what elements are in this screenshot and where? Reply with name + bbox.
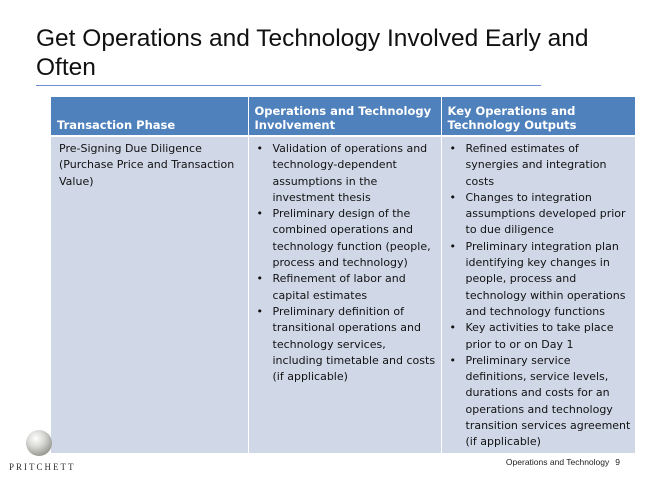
cell-involvement (248, 136, 441, 453)
header-transaction-phase: Transaction Phase (51, 97, 248, 136)
list-item: • Refined estimates of synergies and integration costs (450, 141, 632, 190)
sphere-logo-icon (26, 430, 52, 456)
outputs-list (450, 141, 632, 451)
list-item: • Changes to integration assumptions developed prior to due diligence (450, 190, 632, 239)
list-item: • Key activities to take place prior to or on Day 1 (450, 320, 632, 353)
page-number: 9 (615, 457, 620, 467)
list-item: • Preliminary definition of transitional operations and technology services, including timetable and costs (if applicable) (257, 304, 437, 385)
list-item: • Preliminary integration plan identifying key changes in people, process and technology within operations and technology functions (450, 239, 632, 320)
header-involvement: Operations and Technology Involvement (248, 97, 441, 136)
footer-label: Operations and Technology (505, 457, 610, 467)
involvement-list (257, 141, 437, 385)
cell-phase: Pre-Signing Due Diligence (Purchase Price and Transaction Value) (51, 136, 248, 453)
list-item: • Refinement of labor and capital estimates (257, 271, 437, 304)
table-row (51, 136, 635, 453)
slide-footer (460, 457, 620, 467)
logo-wordmark: PRITCHETT (9, 462, 76, 472)
table-header-row (51, 97, 635, 136)
title-divider (36, 85, 541, 86)
list-item: • Preliminary design of the combined operations and technology function (people, process and technology) (257, 206, 437, 271)
list-item: • Preliminary service definitions, service levels, durations and costs for an operations and technology transition services agreement (if applicable) (450, 353, 632, 451)
pritchett-logo (9, 428, 76, 478)
slide-title: Get Operations and Technology Involved Early and Often (36, 25, 589, 81)
cell-outputs (441, 136, 635, 453)
list-item: • Validation of operations and technology-dependent assumptions in the investment thesis (257, 141, 437, 206)
header-outputs: Key Operations and Technology Outputs (441, 97, 635, 136)
phase-table (51, 97, 635, 453)
